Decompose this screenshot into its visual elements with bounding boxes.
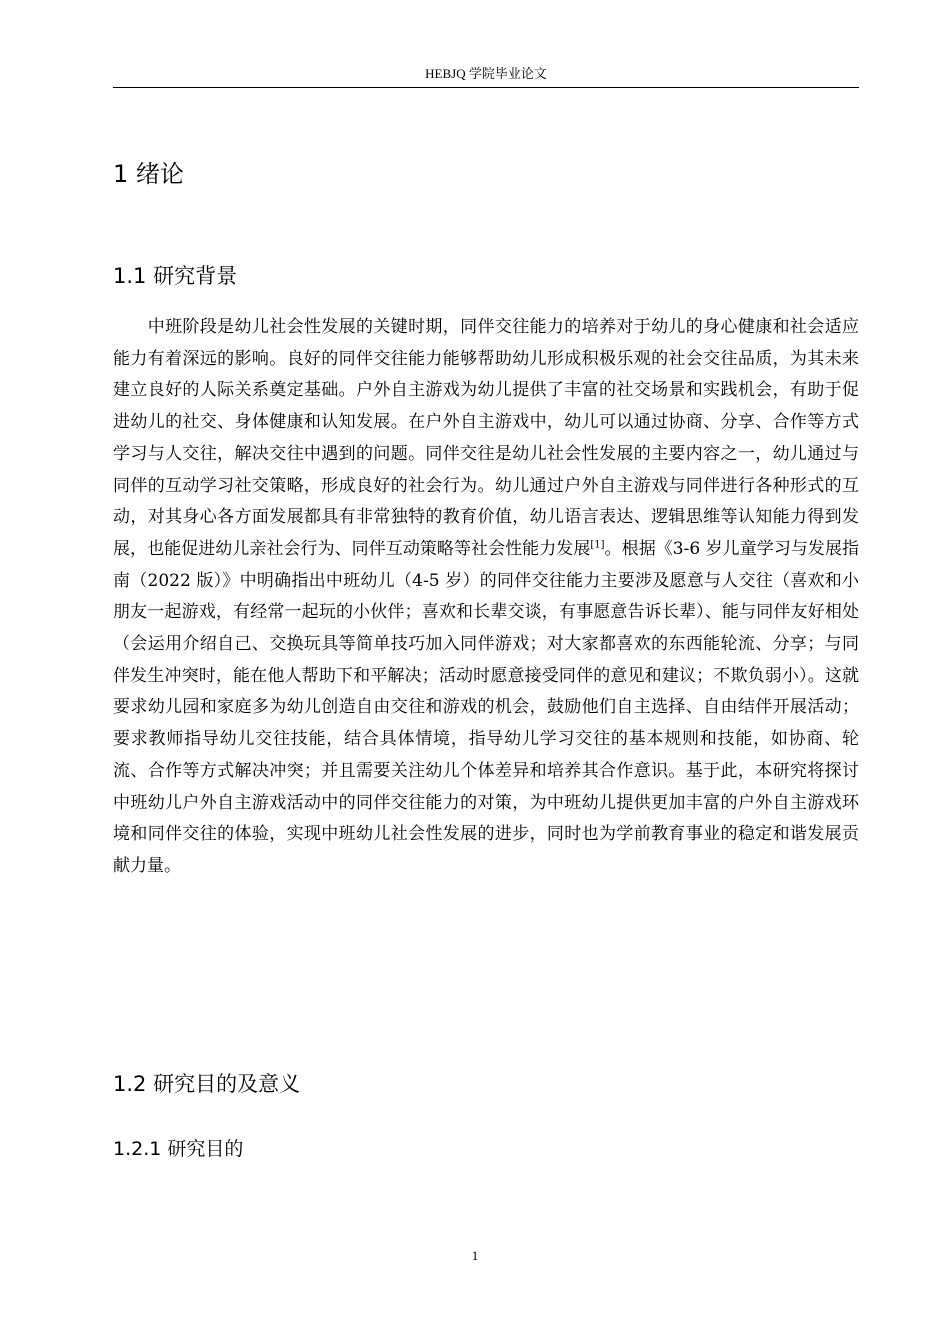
chapter-title: 1 绪论 <box>113 160 184 188</box>
paragraph-text-part2: 。根据《3-6 岁儿童学习与发展指南（2022 版）》中明确指出中班幼儿（4-5 岁）的同伴交往能力主要涉及愿意与人交往（喜欢和小朋友一起游戏，有经常一起玩的小伙伴；喜欢和长辈交谈，有事愿意告诉长辈）、能与同伴友好相处（会运用介绍自己、交换玩具等简单技巧加入同伴游戏；对大家都喜欢的东西能轮流、分享；与同伴发生冲突时，能在他人帮助下和平解决；活动时愿意接受同伴的意见和建议；不欺负弱小）。这就要求幼儿园和家庭多为幼儿创造自由交往和游戏的机会，鼓励他们自主选择、自由结伴开展活动；要求教师指导幼儿交往技能，结合具体情境，指导幼儿学习交往的基本规则和技能，如协商、轮流、合作等方式解决冲突；并且需要关注幼儿个体差异和培养其合作意识。基于此，本研究将探讨中班幼儿户外自主游戏活动中的同伴交往能力的对策，为中班幼儿提供更加丰富的户外自主游戏环境和同伴交往的体验，实现中班幼儿社会性发展的进步，同时也为学前教育事业的稳定和谐发展贡献力量。 <box>113 538 860 876</box>
section-title-1-2: 1.2 研究目的及意义 <box>113 1072 301 1096</box>
section-title-1-1: 1.1 研究背景 <box>113 264 238 288</box>
subsection-title-1-2-1: 1.2.1 研究目的 <box>113 1138 244 1160</box>
paragraph-text-part1: 中班阶段是幼儿社会性发展的关键时期，同伴交往能力的培养对于幼儿的身心健康和社会适应能力有着深远的影响。良好的同伴交往能力能够帮助幼儿形成积极乐观的社会交往品质，为其未来建立良好的人际关系奠定基础。户外自主游戏为幼儿提供了丰富的社交场景和实践机会，有助于促进幼儿的社交、身体健康和认知发展。在户外自主游戏中，幼儿可以通过协商、分享、合作等方式学习与人交往，解决交往中遇到的问题。同伴交往是幼儿社会性发展的主要内容之一，幼儿通过与同伴的互动学习社交策略，形成良好的社会行为。幼儿通过户外自主游戏与同伴进行各种形式的互动，对其身心各方面发展都具有非常独特的教育价值，幼儿语言表达、逻辑思维等认知能力得到发展，也能促进幼儿亲社会行为、同伴互动策略等社会性能力发展 <box>113 317 859 559</box>
page-header: HEBJQ 学院毕业论文 <box>425 66 547 81</box>
page-number: 1 <box>471 1248 479 1263</box>
citation-1: [1] <box>590 539 605 551</box>
background-paragraph <box>113 312 859 883</box>
header-rule <box>113 87 859 88</box>
